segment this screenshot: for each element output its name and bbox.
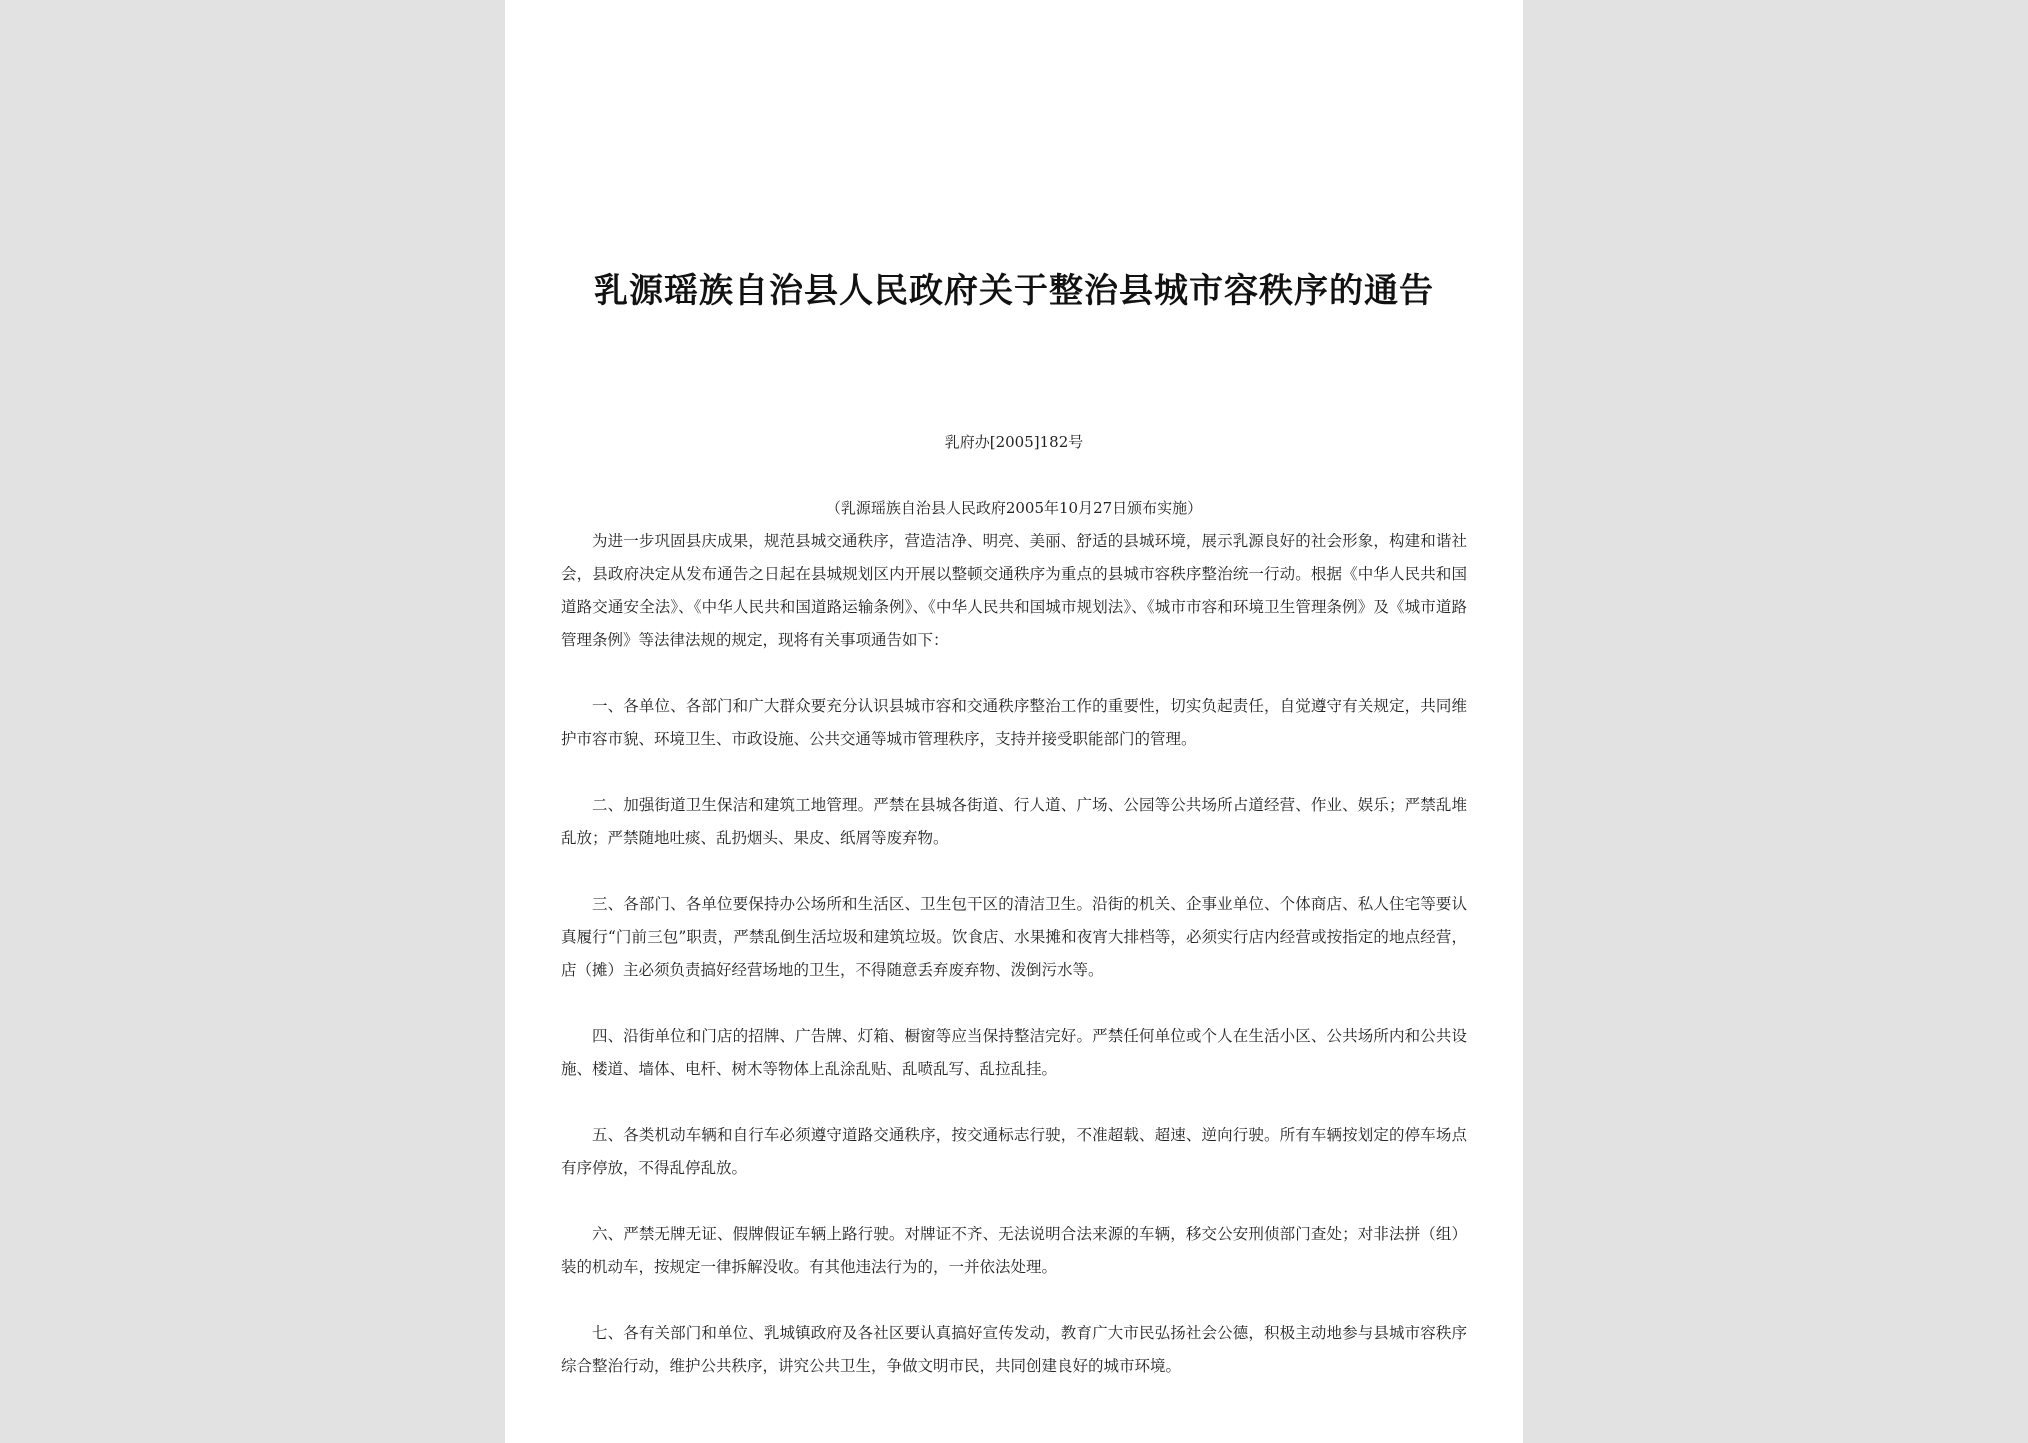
issuance-note: （乳源瑶族自治县人民政府2005年10月27日颁布实施） <box>825 499 1203 517</box>
document-number: 乳府办[2005]182号 <box>944 433 1084 451</box>
paragraph-item-2: 二、加强街道卫生保洁和建筑工地管理。严禁在县城各街道、行人道、广场、公园等公共场所占道经营、作业、娱乐；严禁乱堆乱放；严禁随地吐痰、乱扔烟头、果皮、纸屑等废弃物。 <box>561 796 1467 847</box>
paragraph-item-3: 三、各部门、各单位要保持办公场所和生活区、卫生包干区的清洁卫生。沿街的机关、企事业单位、个体商店、私人住宅等要认真履行“门前三包”职责，严禁乱倒生活垃圾和建筑垃圾。饮食店、水果摊和夜宵大排档等，必须实行店内经营或按指定的地点经营，店（摊）主必须负责搞好经营场地的卫生，不得随意丢弃废弃物、泼倒污水等。 <box>561 895 1467 979</box>
paragraph-item-1: 一、各单位、各部门和广大群众要充分认识县城市容和交通秩序整治工作的重要性，切实负起责任，自觉遵守有关规定，共同维护市容市貌、环境卫生、市政设施、公共交通等城市管理秩序，支持并接受职能部门的管理。 <box>561 697 1467 748</box>
paragraph-item-7: 七、各有关部门和单位、乳城镇政府及各社区要认真搞好宣传发动，教育广大市民弘扬社会公德，积极主动地参与县城市容秩序综合整治行动，维护公共秩序，讲究公共卫生，争做文明市民，共同创建良好的城市环境。 <box>561 1324 1467 1375</box>
paragraph-preamble: 为进一步巩固县庆成果，规范县城交通秩序，营造洁净、明亮、美丽、舒适的县城环境，展示乳源良好的社会形象，构建和谐社会，县政府决定从发布通告之日起在县城规划区内开展以整顿交通秩序为重点的县城市容秩序整治统一行动。根据《中华人民共和国道路交通安全法》、《中华人民共和国道路运输条例》、《中华人民共和国城市规划法》、《城市市容和环境卫生管理条例》及《城市道路管理条例》等法律法规的规定，现将有关事项通告如下： <box>561 532 1467 649</box>
paragraph-item-6: 六、严禁无牌无证、假牌假证车辆上路行驶。对牌证不齐、无法说明合法来源的车辆，移交公安刑侦部门查处；对非法拼（组）装的机动车，按规定一律拆解没收。有其他违法行为的，一并依法处理。 <box>561 1225 1467 1276</box>
paragraph-item-4: 四、沿街单位和门店的招牌、广告牌、灯箱、橱窗等应当保持整洁完好。严禁任何单位或个人在生活小区、公共场所内和公共设施、楼道、墙体、电杆、树木等物体上乱涂乱贴、乱喷乱写、乱拉乱挂。 <box>561 1027 1467 1078</box>
paragraph-item-5: 五、各类机动车辆和自行车必须遵守道路交通秩序，按交通标志行驶，不准超载、超速、逆向行驶。所有车辆按划定的停车场点有序停放，不得乱停乱放。 <box>561 1126 1467 1177</box>
document-body <box>561 525 1467 1383</box>
document-page <box>505 0 1523 1443</box>
document-title: 乳源瑶族自治县人民政府关于整治县城市容秩序的通告 <box>594 271 1434 311</box>
